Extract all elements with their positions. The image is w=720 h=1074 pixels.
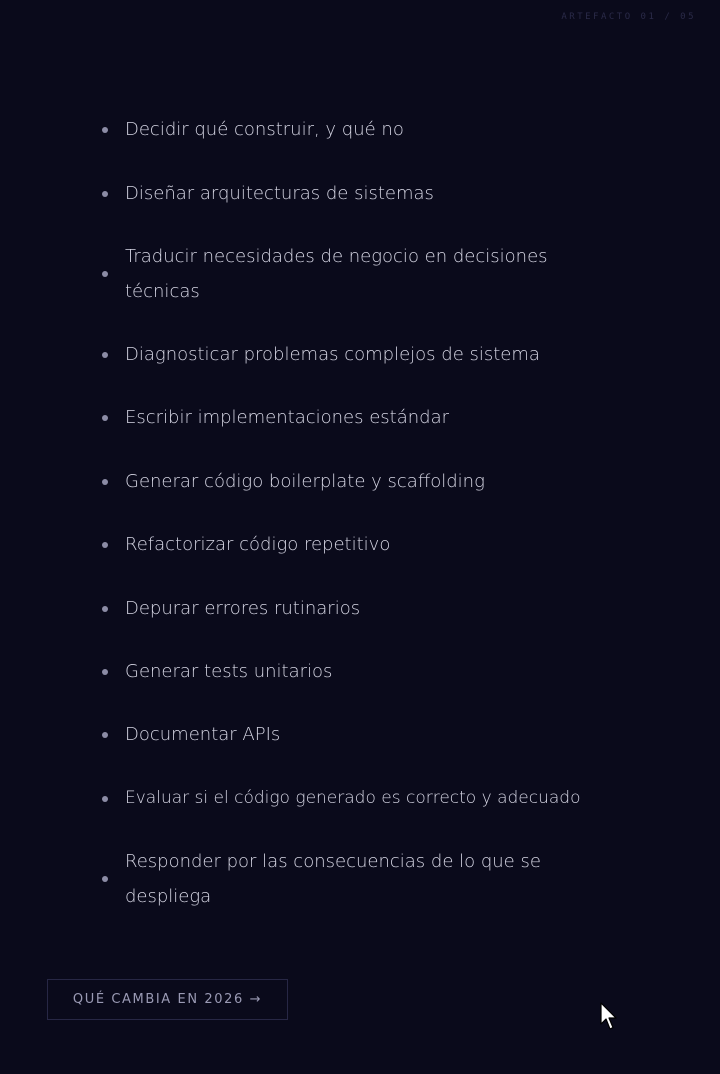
list-item <box>125 717 665 752</box>
bullet-dot-icon <box>102 415 108 421</box>
artifact-label: ARTEFACTO 01 / 05 <box>561 12 696 22</box>
list-item-label: Diagnosticar problemas complejos de sistema <box>125 344 540 365</box>
list-item <box>125 464 665 499</box>
list-item <box>125 176 665 211</box>
bullet-dot-icon <box>102 479 108 485</box>
list-item <box>125 337 665 372</box>
list-item-label: Generar tests unitarios <box>125 661 333 682</box>
list-item <box>125 400 665 435</box>
list-item-label: Diseñar arquitecturas de sistemas <box>125 183 434 204</box>
bullet-dot-icon <box>102 606 108 612</box>
list-item <box>125 112 665 147</box>
list-item-label: Generar código boilerplate y scaffolding <box>125 471 485 492</box>
bullet-dot-icon <box>102 271 108 277</box>
list-item-label: Evaluar si el código generado es correcto y adecuado <box>125 788 581 808</box>
list-item-label: Depurar errores rutinarios <box>125 598 361 619</box>
list-item <box>125 781 685 816</box>
bullet-dot-icon <box>102 191 108 197</box>
list-item <box>125 654 665 689</box>
list-item-label: Responder por las consecuencias de lo que se despliega <box>125 851 541 907</box>
list-item-label: Escribir implementaciones estándar <box>125 407 450 428</box>
list-item <box>125 527 665 562</box>
list-item-label: Documentar APIs <box>125 724 281 745</box>
bullet-dot-icon <box>102 542 108 548</box>
bullet-dot-icon <box>102 876 108 882</box>
list-item <box>125 239 595 309</box>
list-item-label: Decidir qué construir, y qué no <box>125 119 404 140</box>
bullet-dot-icon <box>102 732 108 738</box>
bullet-dot-icon <box>102 127 108 133</box>
bullet-dot-icon <box>102 669 108 675</box>
bullet-dot-icon <box>102 352 108 358</box>
bullet-dot-icon <box>102 796 108 802</box>
list-item-label: Traducir necesidades de negocio en decisiones técnicas <box>125 246 548 302</box>
list-item-label: Refactorizar código repetitivo <box>125 534 391 555</box>
mouse-pointer-icon <box>600 1002 620 1032</box>
list-item <box>125 844 595 914</box>
que-cambia-button[interactable]: QUÉ CAMBIA EN 2026 → <box>47 979 288 1020</box>
list-item <box>125 591 665 626</box>
